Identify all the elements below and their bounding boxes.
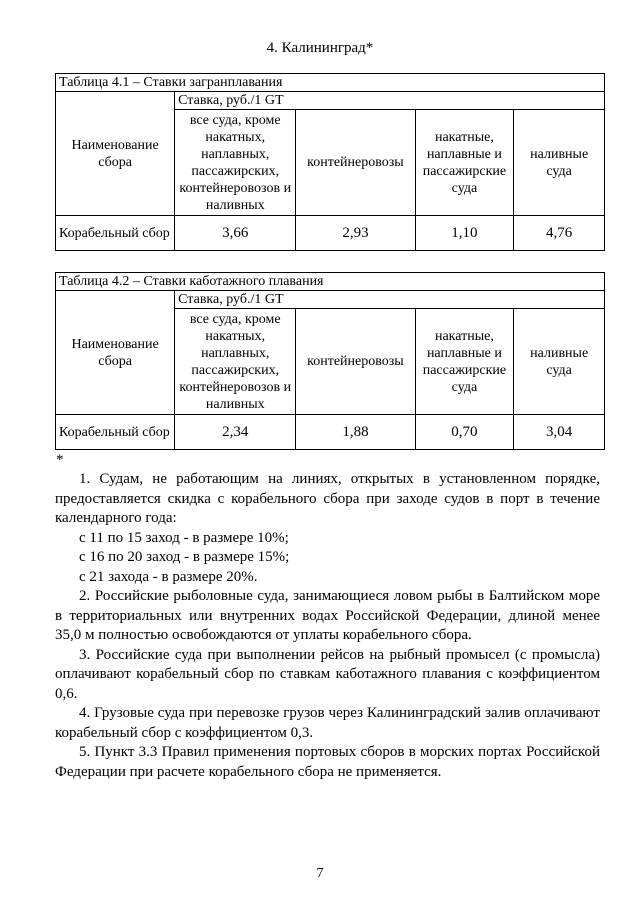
row-name: Корабельный сбор — [56, 415, 175, 450]
rate-header: Ставка, руб./1 GT — [175, 92, 605, 110]
rate-value: 3,66 — [175, 216, 296, 251]
note-paragraph: 4. Грузовые суда при перевозке грузов через Калининградский залив оплачивают корабельный сбор с коэффициентом 0,3. — [55, 705, 600, 741]
rate-value: 2,34 — [175, 415, 296, 450]
note-paragraph: 5. Пункт 3.3 Правил применения портовых сборов в морских портах Российской Федерации при расчете корабельного сбора не применяется. — [55, 744, 600, 780]
note-paragraph: 2. Российские рыболовные суда, занимающиеся ловом рыбы в Балтийском море в территориальных или внутренних водах Российской Федерации, длиной менее 35,0 м полностью освобождаются от уплаты корабельного сбора. — [55, 588, 600, 643]
rate-value: 4,76 — [514, 216, 605, 251]
column-header: контейнеровозы — [296, 110, 415, 216]
rates-table-coastal — [55, 272, 605, 450]
column-header: накатные, наплавные и пассажирские суда — [415, 110, 514, 216]
column-header: накатные, наплавные и пассажирские суда — [415, 309, 514, 415]
column-header: все суда, кроме накатных, наплавных, пассажирских, контейнеровозов и наливных — [175, 309, 296, 415]
rate-value: 0,70 — [415, 415, 514, 450]
section-title: 4. Калининград* — [266, 40, 374, 56]
rate-value: 1,10 — [415, 216, 514, 251]
column-header: все суда, кроме накатных, наплавных, пассажирских, контейнеровозов и наливных — [175, 110, 296, 216]
note-list-item: с 21 захода - в размере 20%. — [79, 568, 258, 585]
note-list-item: с 11 по 15 заход - в размере 10%; — [79, 529, 289, 546]
rate-value: 3,04 — [514, 415, 605, 450]
rates-table-foreign — [55, 73, 605, 251]
page-number: 7 — [316, 866, 324, 881]
column-header: наливные суда — [514, 309, 605, 415]
table-caption: Таблица 4.1 – Ставки загранплавания — [56, 74, 605, 92]
note-paragraph: 1. Судам, не работающим на линиях, открытых в установленном порядке, предоставляется скидка с корабельного сбора при заходе судов в порт в течение календарного года: — [55, 471, 600, 526]
footnote-mark: * — [56, 452, 64, 468]
rate-value: 2,93 — [296, 216, 415, 251]
name-header: Наименование сбора — [56, 291, 175, 415]
column-header: контейнеровозы — [296, 309, 415, 415]
rate-value: 1,88 — [296, 415, 415, 450]
note-list-item: с 16 по 20 заход - в размере 15%; — [79, 549, 290, 565]
table-caption: Таблица 4.2 – Ставки каботажного плавания — [56, 273, 605, 291]
notes-block — [55, 470, 600, 782]
column-header: наливные суда — [514, 110, 605, 216]
row-name: Корабельный сбор — [56, 216, 175, 251]
rate-header: Ставка, руб./1 GT — [175, 291, 605, 309]
note-paragraph: 3. Российские суда при выполнении рейсов на рыбный промысел (с промысла) оплачивают корабельный сбор по ставкам каботажного плавания с коэффициентом 0,6. — [55, 646, 600, 702]
name-header: Наименование сбора — [56, 92, 175, 216]
